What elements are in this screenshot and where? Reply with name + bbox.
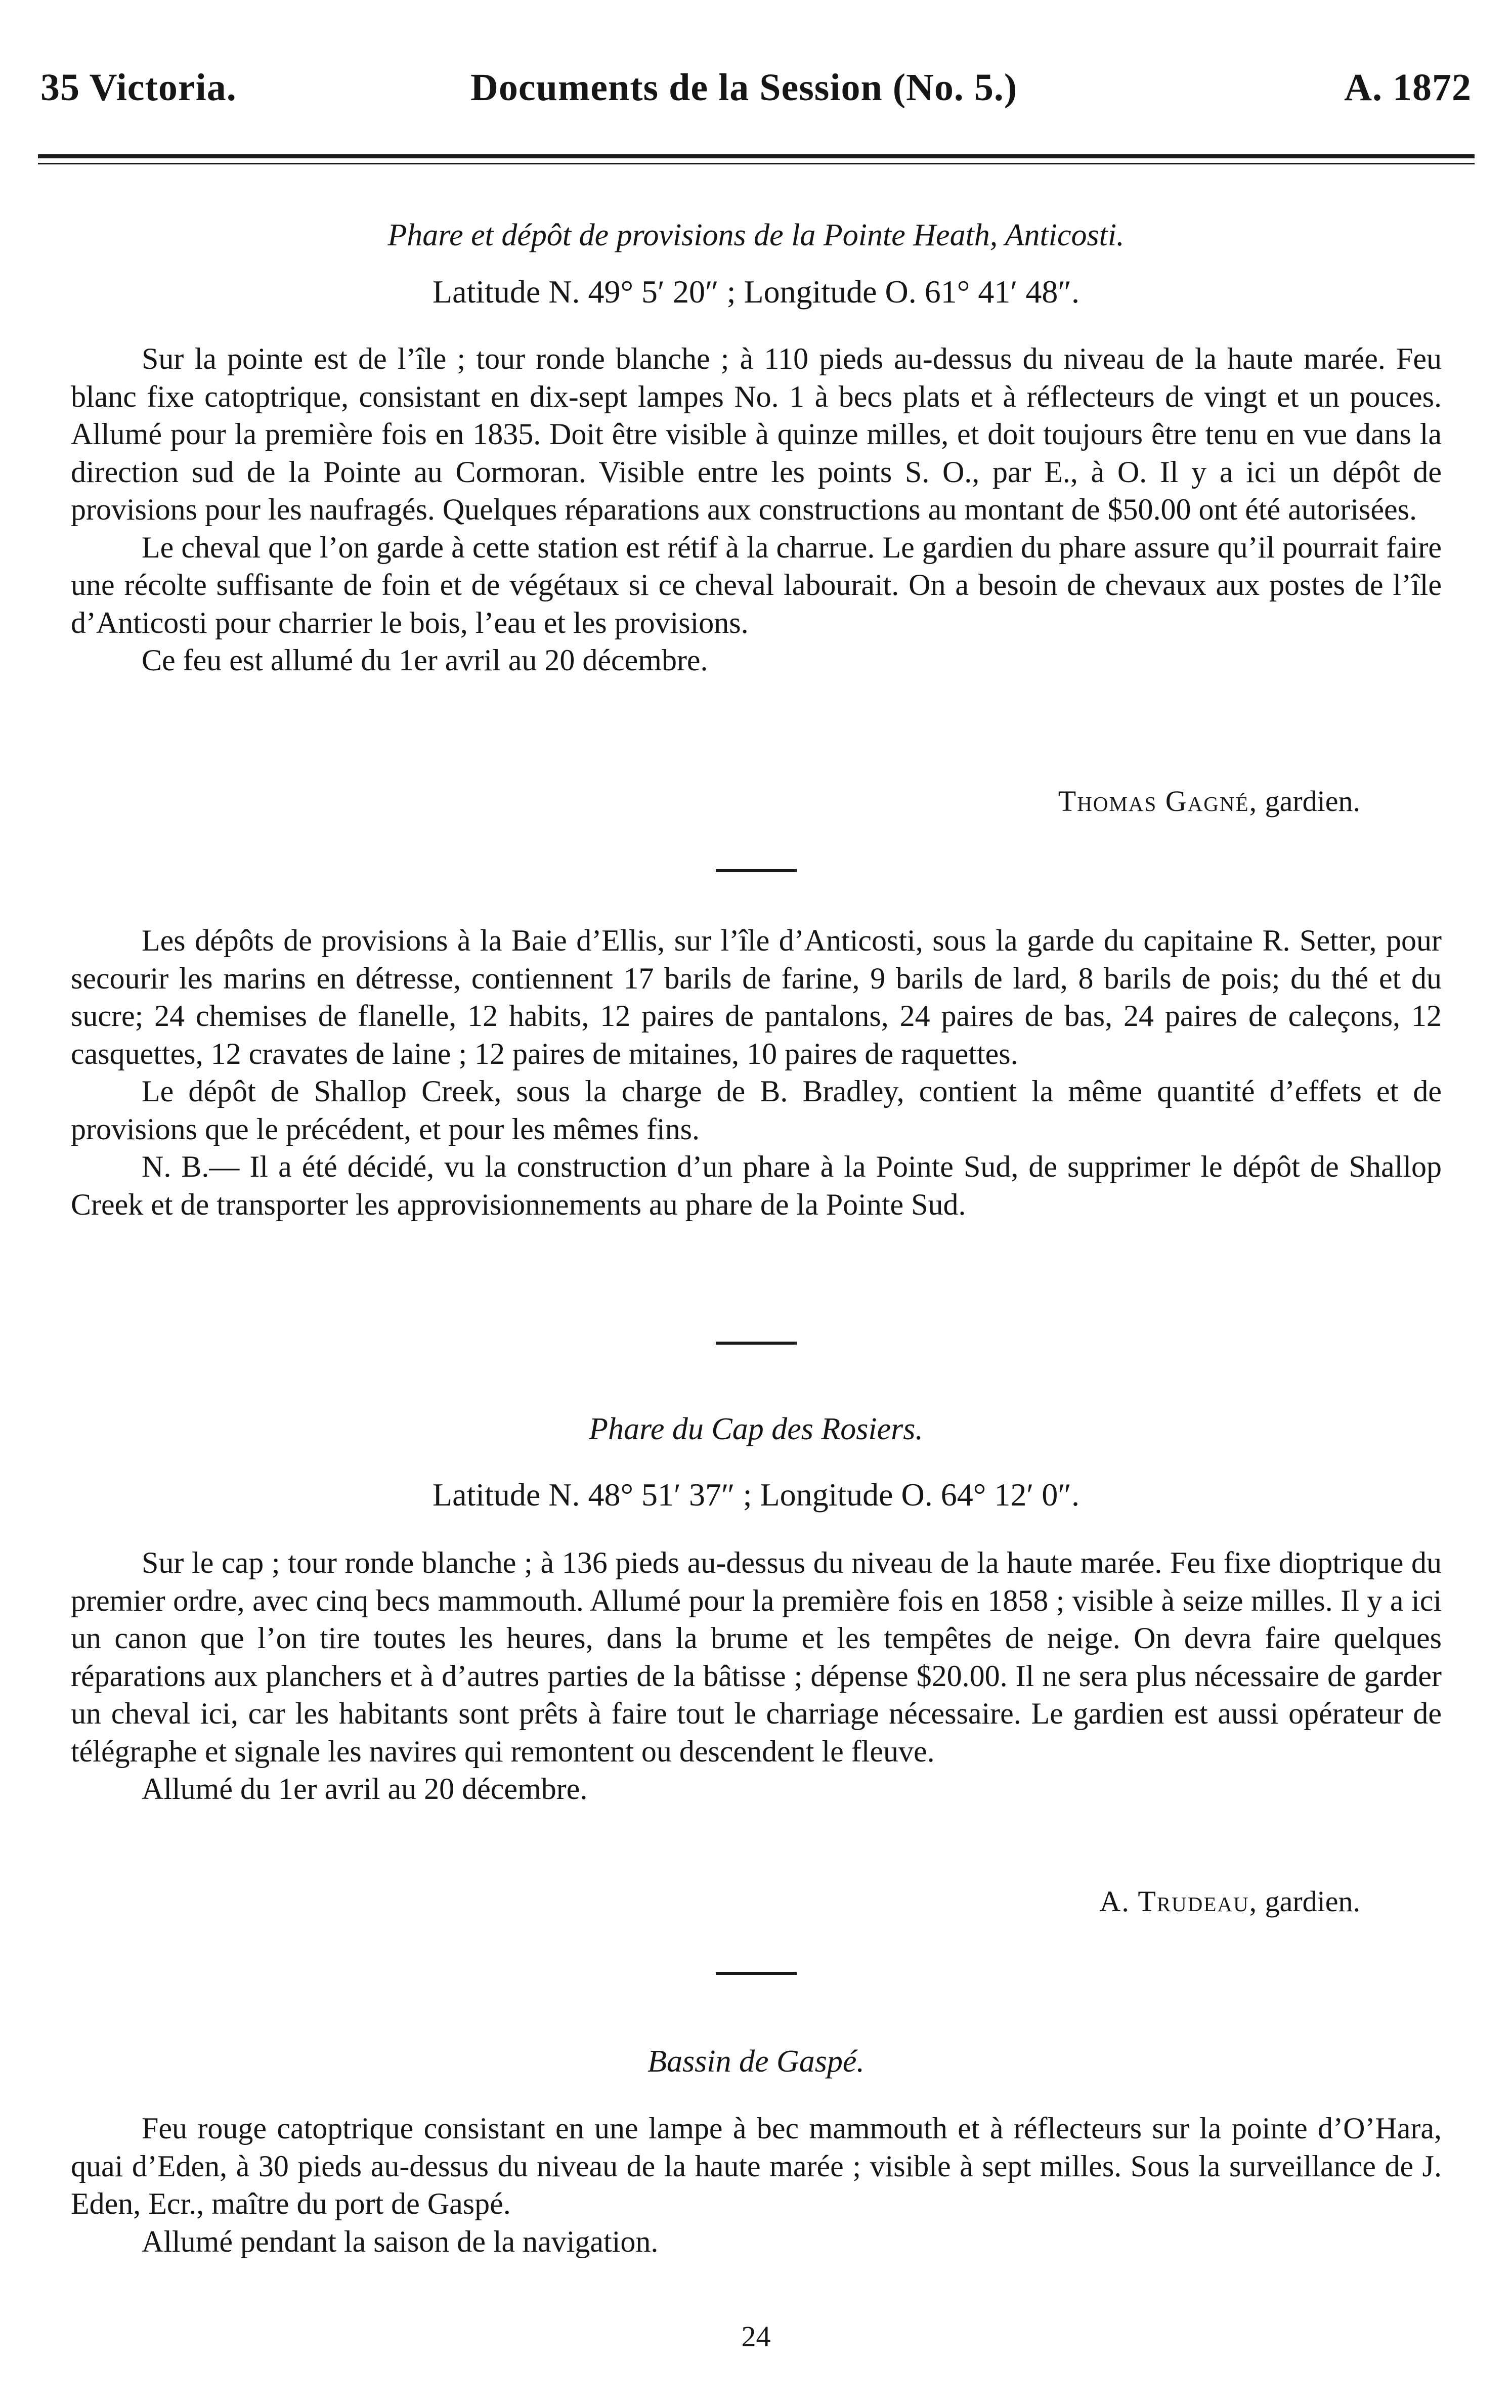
paragraph: Sur le cap ; tour ronde blanche ; à 136 pieds au-dessus du niveau de la haute marée. Feu fixe dioptrique du premier ordre, avec cinq becs mammouth. Allumé pour la première fois en 1858 ; visible à seize milles. Il y a ici un canon que l’on tire toutes les heures, dans la brume et les tempêtes de neige. On devra faire quelques réparations aux planchers et à d’autres parties de la bâtisse ; dépense $20.00. Il ne sera plus nécessaire de garder un cheval ici, car les habitants sont prêts à faire tout le charriage nécessaire. Le gardien est aussi opérateur de télégraphe et signale les navires qui remontent ou descendent le fleuve. [71,1546,1442,1768]
page-number: 24 [741,2320,771,2353]
section-title-bassin-de-gaspe: Bassin de Gaspé. [647,2044,865,2079]
section-divider [716,1342,797,1345]
header-rule-thin [38,163,1475,164]
coordinates-cap-des-rosiers: Latitude N. 48° 51′ 37″ ; Longitude O. 64° 12′ 0″. [432,1477,1080,1513]
header-year: A. 1872 [1344,66,1472,109]
header-rule-thick [38,154,1475,158]
section-title-cap-des-rosiers: Phare du Cap des Rosiers. [589,1412,923,1446]
header-title: Documents de la Session (No. 5.) [470,66,1018,109]
section-body-depots [71,922,1442,1223]
paragraph: N. B.— Il a été décidé, vu la construction d’un phare à la Pointe Sud, de supprimer le dépôt de Shallop Creek et de transporter les approvisionnements au phare de la Pointe Sud. [71,1150,1442,1221]
paragraph: Ce feu est allumé du 1er avril au 20 décembre. [142,643,708,677]
section-divider [716,1972,797,1975]
signature-role: gardien. [1265,785,1360,818]
paragraph: Allumé du 1er avril au 20 décembre. [142,1772,588,1805]
paragraph: Le dépôt de Shallop Creek, sous la charge de B. Bradley, contient la même quantité d’effets et de provisions que le précédent, et pour les mêmes fins. [71,1074,1442,1146]
signature-name: Thomas Gagné, [1058,785,1258,818]
section-body-bassin-de-gaspe [71,2110,1442,2260]
signature-gagne [1058,784,1360,818]
page-header [35,66,1482,111]
signature-trudeau [1099,1884,1360,1918]
section-divider [716,869,797,872]
signature-name: A. Trudeau, [1099,1885,1258,1918]
header-volume: 35 Victoria. [40,66,237,109]
section-body-pointe-heath [71,340,1442,679]
paragraph: Les dépôts de provisions à la Baie d’Ellis, sur l’île d’Anticosti, sous la garde du capitaine R. Setter, pour secourir les marins en détresse, contiennent 17 barils de farine, 9 barils de lard, 8 barils de pois; du thé et du sucre; 24 chemises de flanelle, 12 habits, 12 paires de pantalons, 24 paires de bas, 24 paires de caleçons, 12 casquettes, 12 cravates de laine ; 12 paires de mitaines, 10 paires de raquettes. [71,924,1442,1070]
paragraph: Feu rouge catoptrique consistant en une lampe à bec mammouth et à réflecteurs sur la pointe d’O’Hara, quai d’Eden, à 30 pieds au-dessus du niveau de la haute marée ; visible à sept milles. Sous la surveillance de J. Eden, Ecr., maître du port de Gaspé. [71,2112,1442,2220]
signature-role: gardien. [1265,1885,1360,1918]
coordinates-pointe-heath: Latitude N. 49° 5′ 20″ ; Longitude O. 61° 41′ 48″. [432,274,1080,310]
paragraph: Allumé pendant la saison de la navigation. [142,2224,659,2258]
paragraph: Sur la pointe est de l’île ; tour ronde blanche ; à 110 pieds au-dessus du niveau de la haute marée. Feu blanc fixe catoptrique, consistant en dix-sept lampes No. 1 à becs plats et à réflecteurs de vingt et un pouces. Allumé pour la première fois en 1835. Doit être visible à quinze milles, et doit toujours être tenu en vue dans la direction sud de la Pointe au Cormoran. Visible entre les points S. O., par E., à O. Il y a ici un dépôt de provisions pour les naufragés. Quelques réparations aux constructions au montant de $50.00 ont été autorisées. [71,342,1442,526]
section-body-cap-des-rosiers [71,1544,1442,1808]
section-title-pointe-heath: Phare et dépôt de provisions de la Pointe Heath, Anticosti. [387,218,1125,252]
paragraph: Le cheval que l’on garde à cette station est rétif à la charrue. Le gardien du phare assure qu’il pourrait faire une récolte suffisante de foin et de végétaux si ce cheval labourait. On a besoin de chevaux aux postes de l’île d’Anticosti pour charrier le bois, l’eau et les provisions. [71,530,1442,639]
